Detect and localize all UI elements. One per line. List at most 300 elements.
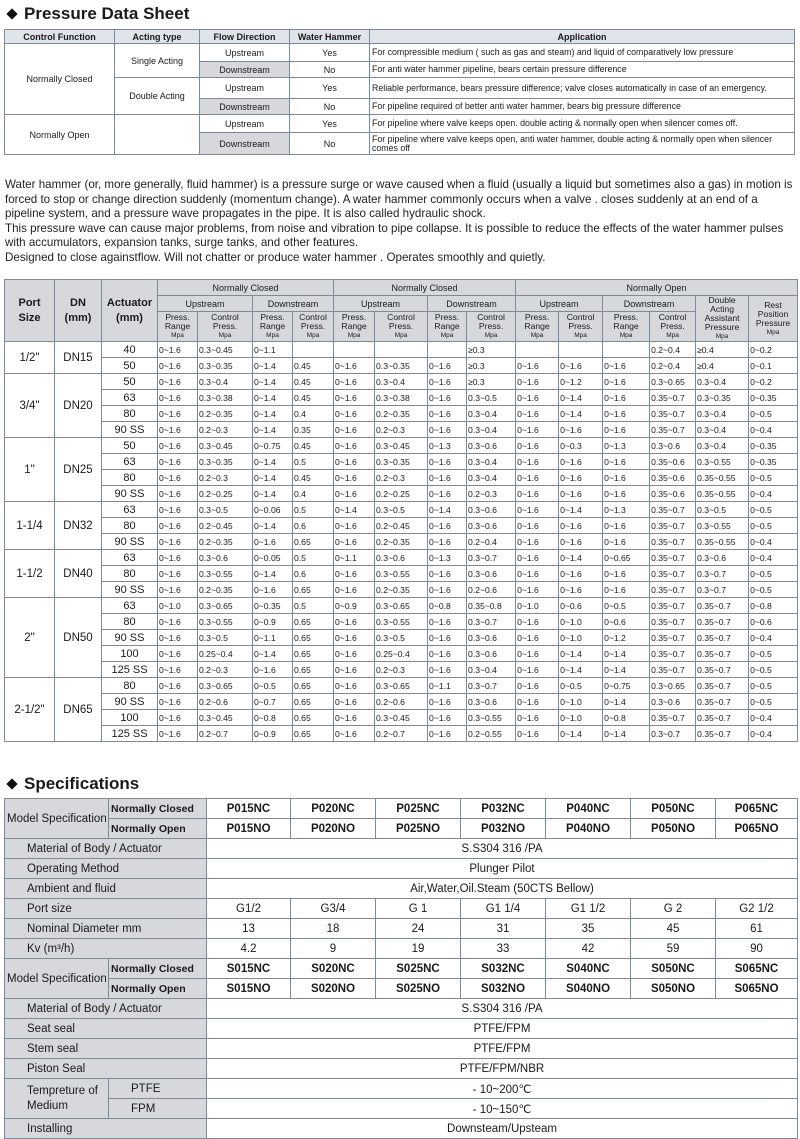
value-cell: 0~1.6 bbox=[158, 694, 198, 710]
dn-cell: DN20 bbox=[55, 374, 102, 438]
application-cell: Reliable performance, bears pressure difference; valve closes automatically in case of an emergency. bbox=[370, 78, 795, 99]
value-cell: 0.3~0.38 bbox=[375, 390, 428, 406]
value-cell: 0~1.6 bbox=[603, 358, 650, 374]
value-cell: 0~0.5 bbox=[749, 518, 798, 534]
value-cell: 0.2~0.35 bbox=[375, 534, 428, 550]
value-cell: 0~0.2 bbox=[749, 342, 798, 358]
value-cell: 0.3~0.5 bbox=[375, 630, 428, 646]
value-cell: 0.45 bbox=[293, 374, 334, 390]
value-cell: 0.3~0.4 bbox=[467, 422, 516, 438]
value-cell: 0.2~0.35 bbox=[198, 406, 253, 422]
actuator-cell: 80 bbox=[102, 518, 158, 534]
value-cell: 0.2~0.7 bbox=[198, 726, 253, 742]
group-normally-closed-1: Normally Closed bbox=[158, 280, 334, 296]
table-row bbox=[5, 470, 798, 486]
value-cell: 0~1.6 bbox=[516, 566, 559, 582]
table-row bbox=[5, 614, 798, 630]
value-cell: 0~1.6 bbox=[516, 454, 559, 470]
model-code-cell: P020NO bbox=[291, 819, 376, 839]
value-cell: 0~0.2 bbox=[749, 374, 798, 390]
value-cell: 0~0.06 bbox=[253, 502, 293, 518]
value-cell: ≥0.4 bbox=[696, 342, 749, 358]
value-cell: 0~0.8 bbox=[603, 710, 650, 726]
value-cell: 0~1.6 bbox=[334, 646, 375, 662]
value-cell: 0.35~0.6 bbox=[650, 454, 696, 470]
value-cell: 0~1.6 bbox=[559, 582, 603, 598]
value-cell: 0.6 bbox=[293, 566, 334, 582]
kv-cell: 90 bbox=[716, 939, 798, 959]
value-cell: 0~1.6 bbox=[603, 406, 650, 422]
header-control-function: Control Function bbox=[5, 30, 115, 44]
value-cell: 0~1.6 bbox=[516, 630, 559, 646]
value-cell: 0~1.6 bbox=[516, 390, 559, 406]
table-row bbox=[5, 1019, 798, 1039]
value-cell: 0.65 bbox=[293, 582, 334, 598]
value-cell: 0~1.0 bbox=[158, 598, 198, 614]
value-cell: 0.35~0.7 bbox=[696, 678, 749, 694]
water-hammer-description bbox=[5, 178, 795, 265]
value-cell: 0~0.8 bbox=[428, 598, 467, 614]
value-cell: 0.35~0.55 bbox=[696, 470, 749, 486]
paragraph: Water hammer (or, more generally, fluid hammer) is a pressure surge or wave caused when a fluid (usually a liquid but sometimes also a gas) in motion is forced to stop or change direction suddenly (momentum change). A water hammer commonly occurs when a valve . closes suddenly at an end of a pipeline system, and a pressure wave propagates in the pipe. It is also called hydraulic shock. bbox=[5, 178, 793, 220]
table-row bbox=[5, 342, 798, 358]
value-cell: 0~1.4 bbox=[428, 502, 467, 518]
application-cell: For pipeline where valve keeps open. double acting & normally open when silencer comes off. bbox=[370, 115, 795, 133]
fpm-label: FPM bbox=[109, 1099, 207, 1119]
actuator-cell: 100 bbox=[102, 646, 158, 662]
specifications-title: Specifications bbox=[6, 774, 139, 794]
value-cell: 0~0.4 bbox=[749, 726, 798, 742]
value-cell: 0~1.3 bbox=[428, 550, 467, 566]
paragraph: This pressure wave can cause major problems, from noise and vibration to pipe collapse. It is possible to reduce the effects of the water hammer pulses with accumulators, expansion tanks, surge tanks, and other features. bbox=[5, 221, 784, 249]
value-cell: 0.5 bbox=[293, 502, 334, 518]
value-cell: 0~1.6 bbox=[559, 358, 603, 374]
application-cell: For pipeline required of better anti water hammer, bears big pressure difference bbox=[370, 99, 795, 115]
table-row bbox=[5, 646, 798, 662]
value-cell: 0.3~0.65 bbox=[650, 374, 696, 390]
model-code-cell: P025NC bbox=[376, 799, 461, 819]
value-cell: 0~1.0 bbox=[559, 630, 603, 646]
value-cell bbox=[559, 342, 603, 358]
table-row bbox=[5, 999, 798, 1019]
value-cell: 0~1.6 bbox=[428, 566, 467, 582]
model-spec-label: Model Specification bbox=[5, 959, 109, 999]
value-cell: 0.2~0.4 bbox=[467, 534, 516, 550]
operating-method-label: Operating Method bbox=[5, 859, 207, 879]
value-cell: 0.35~0.7 bbox=[696, 646, 749, 662]
port-size-cell: G1 1/4 bbox=[461, 899, 546, 919]
value-cell bbox=[428, 342, 467, 358]
table-row bbox=[5, 486, 798, 502]
actuator-cell: 125 SS bbox=[102, 726, 158, 742]
value-cell: 0.3~0.5 bbox=[696, 502, 749, 518]
value-cell: 0.3~0.6 bbox=[198, 550, 253, 566]
value-cell: 0~0.4 bbox=[749, 550, 798, 566]
value-cell: 0.3~0.4 bbox=[467, 406, 516, 422]
value-cell: 0.3~0.6 bbox=[650, 694, 696, 710]
value-cell: 0~1.6 bbox=[158, 646, 198, 662]
header-application: Application bbox=[370, 30, 795, 44]
value-cell: 0.3~0.5 bbox=[198, 502, 253, 518]
nominal-diameter-cell: 61 bbox=[716, 919, 798, 939]
value-cell: 0.3~0.4 bbox=[696, 422, 749, 438]
value-cell: 0.2~0.6 bbox=[375, 694, 428, 710]
value-cell: 0~0.8 bbox=[253, 710, 293, 726]
table-row bbox=[5, 630, 798, 646]
port-size-cell: G3/4 bbox=[291, 899, 376, 919]
header-double-acting: Double Acting Assistant Pressure Mpa bbox=[696, 296, 749, 342]
table-row bbox=[5, 1039, 798, 1059]
value-cell: 0~1.6 bbox=[334, 710, 375, 726]
nominal-diameter-cell: 13 bbox=[207, 919, 291, 939]
value-cell: 0.35~0.7 bbox=[696, 726, 749, 742]
model-code-cell: P015NO bbox=[207, 819, 291, 839]
value-cell: 0.4 bbox=[293, 406, 334, 422]
value-cell: 0.3~0.4 bbox=[467, 470, 516, 486]
flow-cell: Upstream bbox=[200, 78, 290, 99]
dn-cell: DN15 bbox=[55, 342, 102, 374]
dn-cell: DN50 bbox=[55, 598, 102, 678]
value-cell: 0.3~0.55 bbox=[467, 710, 516, 726]
value-cell: 0~0.6 bbox=[603, 614, 650, 630]
value-cell: 0~1.6 bbox=[428, 534, 467, 550]
value-cell: 0~1.6 bbox=[603, 454, 650, 470]
pressure-data-sheet-table bbox=[4, 29, 795, 155]
value-cell: 0.35~0.7 bbox=[650, 502, 696, 518]
water-hammer-cell: No bbox=[290, 133, 370, 155]
actuator-cell: 125 SS bbox=[102, 662, 158, 678]
value-cell: 0~1.6 bbox=[334, 454, 375, 470]
value-cell: 0~0.5 bbox=[749, 566, 798, 582]
value-cell: 0~1.1 bbox=[253, 630, 293, 646]
actuator-cell: 80 bbox=[102, 406, 158, 422]
port-size-cell: 1/2" bbox=[5, 342, 55, 374]
sub-downstream: Downstream bbox=[603, 296, 696, 312]
model-code-cell: S040NC bbox=[546, 959, 631, 979]
value-cell: 0.2~0.35 bbox=[198, 534, 253, 550]
value-cell: 0.65 bbox=[293, 630, 334, 646]
value-cell: 0~1.6 bbox=[334, 614, 375, 630]
value-cell: 0~0.35 bbox=[749, 390, 798, 406]
model-code-cell: S050NC bbox=[631, 959, 716, 979]
value-cell: 0.3~0.65 bbox=[198, 598, 253, 614]
group-normally-open: Normally Open bbox=[516, 280, 798, 296]
model-code-cell: P065NO bbox=[716, 819, 798, 839]
header-port-size: Port Size bbox=[5, 280, 55, 342]
model-code-cell: S020NC bbox=[291, 959, 376, 979]
value-cell: 0~1.6 bbox=[516, 518, 559, 534]
group-normally-closed-2: Normally Closed bbox=[334, 280, 516, 296]
actuator-cell: 63 bbox=[102, 502, 158, 518]
model-code-cell: S025NO bbox=[376, 979, 461, 999]
value-cell: ≥0.3 bbox=[467, 342, 516, 358]
table-row bbox=[5, 819, 798, 839]
value-cell: 0~0.5 bbox=[749, 694, 798, 710]
port-size-cell: 1-1/4 bbox=[5, 502, 55, 550]
header-pressure-range: Press. Range Mpa bbox=[334, 312, 375, 342]
stem-seal-value: PTFE/FPM bbox=[207, 1039, 798, 1059]
water-hammer-cell: Yes bbox=[290, 115, 370, 133]
seat-seal-value: PTFE/FPM bbox=[207, 1019, 798, 1039]
value-cell: 0.2~0.3 bbox=[467, 486, 516, 502]
temperature-label: Tempreture of Medium bbox=[5, 1079, 109, 1119]
value-cell bbox=[293, 342, 334, 358]
actuator-cell: 63 bbox=[102, 598, 158, 614]
port-size-cell: G 2 bbox=[631, 899, 716, 919]
value-cell: 0.3~0.55 bbox=[696, 454, 749, 470]
value-cell: 0.2~0.35 bbox=[198, 582, 253, 598]
value-cell: 0.45 bbox=[293, 358, 334, 374]
table-row bbox=[5, 919, 798, 939]
actuator-cell: 50 bbox=[102, 438, 158, 454]
control-normally-open: Normally Open bbox=[5, 115, 115, 155]
table-row bbox=[5, 358, 798, 374]
sub-upstream: Upstream bbox=[516, 296, 603, 312]
value-cell: 0~1.6 bbox=[516, 726, 559, 742]
value-cell: 0~1.4 bbox=[603, 646, 650, 662]
actuator-cell: 80 bbox=[102, 566, 158, 582]
value-cell: 0~1.6 bbox=[158, 374, 198, 390]
value-cell: 0~1.2 bbox=[559, 374, 603, 390]
value-cell: 0.3~0.5 bbox=[198, 630, 253, 646]
nominal-diameter-cell: 31 bbox=[461, 919, 546, 939]
port-size-cell: G2 1/2 bbox=[716, 899, 798, 919]
value-cell: 0~1.6 bbox=[559, 486, 603, 502]
value-cell: 0~1.6 bbox=[559, 422, 603, 438]
value-cell: 0.3~0.7 bbox=[696, 566, 749, 582]
kv-cell: 33 bbox=[461, 939, 546, 959]
value-cell: 0~0.5 bbox=[749, 582, 798, 598]
value-cell: 0.2~0.3 bbox=[198, 662, 253, 678]
port-size-cell: G1/2 bbox=[207, 899, 291, 919]
value-cell: 0~1.6 bbox=[516, 678, 559, 694]
value-cell: 0.35~0.7 bbox=[650, 710, 696, 726]
value-cell: 0.2~0.45 bbox=[375, 518, 428, 534]
value-cell: 0.3~0.4 bbox=[696, 374, 749, 390]
value-cell: 0.3~0.7 bbox=[467, 550, 516, 566]
model-code-cell: S032NC bbox=[461, 959, 546, 979]
application-cell: For anti water hammer pipeline, bears certain pressure difference bbox=[370, 62, 795, 78]
pressure-data-sheet-title: Pressure Data Sheet bbox=[6, 4, 189, 24]
value-cell: 0~1.6 bbox=[158, 390, 198, 406]
value-cell: 0~1.6 bbox=[334, 438, 375, 454]
port-size-cell: 3/4" bbox=[5, 374, 55, 438]
value-cell: 0~1.4 bbox=[253, 646, 293, 662]
header-pressure-range: Press. Range Mpa bbox=[603, 312, 650, 342]
value-cell: 0.3~0.55 bbox=[375, 614, 428, 630]
diamond-bullet-icon bbox=[6, 778, 17, 789]
acting-double: Double Acting bbox=[115, 78, 200, 115]
value-cell: 0~1.6 bbox=[603, 422, 650, 438]
paragraph: Designed to close againstflow. Will not chatter or produce water hammer . Operates smoothly and quietly. bbox=[5, 250, 546, 264]
value-cell: 0~1.4 bbox=[559, 550, 603, 566]
value-cell: 0~1.6 bbox=[516, 406, 559, 422]
value-cell: 0~1.4 bbox=[253, 406, 293, 422]
value-cell: 0.35~0.7 bbox=[650, 630, 696, 646]
value-cell: 0~1.6 bbox=[334, 422, 375, 438]
table-row bbox=[5, 839, 798, 859]
value-cell: 0~1.3 bbox=[603, 438, 650, 454]
value-cell: 0~1.6 bbox=[428, 694, 467, 710]
value-cell: 0~1.6 bbox=[603, 582, 650, 598]
kv-label: Kv (m³/h) bbox=[5, 939, 207, 959]
dn-cell: DN40 bbox=[55, 550, 102, 598]
nominal-diameter-cell: 45 bbox=[631, 919, 716, 939]
value-cell: 0~0.4 bbox=[749, 630, 798, 646]
flow-cell: Downstream bbox=[200, 133, 290, 155]
actuator-cell: 50 bbox=[102, 374, 158, 390]
value-cell: 0~1.4 bbox=[559, 646, 603, 662]
value-cell: 0.3~0.4 bbox=[467, 662, 516, 678]
value-cell: 0.3~0.55 bbox=[198, 614, 253, 630]
table-row bbox=[5, 518, 798, 534]
sub-upstream: Upstream bbox=[334, 296, 428, 312]
value-cell: 0.3~0.45 bbox=[198, 342, 253, 358]
value-cell: 0.2~0.3 bbox=[198, 470, 253, 486]
value-cell: 0.3~0.7 bbox=[650, 726, 696, 742]
value-cell: 0.3~0.5 bbox=[375, 502, 428, 518]
header-control-press: Control Press. Mpa bbox=[559, 312, 603, 342]
value-cell: 0~1.6 bbox=[559, 566, 603, 582]
actuator-cell: 80 bbox=[102, 470, 158, 486]
sub-downstream: Downstream bbox=[253, 296, 334, 312]
value-cell: 0~1.6 bbox=[603, 566, 650, 582]
value-cell: 0~1.6 bbox=[158, 662, 198, 678]
value-cell bbox=[603, 342, 650, 358]
value-cell: 0~1.6 bbox=[559, 518, 603, 534]
port-size-cell: 1-1/2 bbox=[5, 550, 55, 598]
value-cell: 0~1.6 bbox=[158, 534, 198, 550]
value-cell: 0.65 bbox=[293, 694, 334, 710]
value-cell: 0~1.0 bbox=[559, 614, 603, 630]
normally-open-label: Normally Open bbox=[109, 819, 207, 839]
normally-closed-label: Normally Closed bbox=[109, 799, 207, 819]
value-cell: 0~1.6 bbox=[603, 534, 650, 550]
value-cell: 0.45 bbox=[293, 470, 334, 486]
value-cell: 0.3~0.45 bbox=[375, 438, 428, 454]
value-cell: 0~0.7 bbox=[253, 694, 293, 710]
table-row bbox=[5, 374, 798, 390]
table-row bbox=[5, 454, 798, 470]
value-cell: 0~0.5 bbox=[749, 662, 798, 678]
header-control-press: Control Press. Mpa bbox=[198, 312, 253, 342]
value-cell: 0~0.35 bbox=[253, 598, 293, 614]
value-cell: 0.35~0.55 bbox=[696, 486, 749, 502]
value-cell: 0.3~0.6 bbox=[650, 438, 696, 454]
value-cell: 0~1.6 bbox=[516, 358, 559, 374]
header-pressure-range: Press. Range Mpa bbox=[516, 312, 559, 342]
nominal-diameter-cell: 35 bbox=[546, 919, 631, 939]
value-cell: 0.3~0.35 bbox=[375, 454, 428, 470]
value-cell: 0.35~0.7 bbox=[696, 630, 749, 646]
header-control-press: Control Press. Mpa bbox=[650, 312, 696, 342]
value-cell: 0.3~0.35 bbox=[696, 390, 749, 406]
value-cell: 0~1.6 bbox=[158, 630, 198, 646]
value-cell: 0~1.6 bbox=[334, 358, 375, 374]
value-cell: 0~1.6 bbox=[158, 726, 198, 742]
value-cell: 0~1.6 bbox=[428, 582, 467, 598]
value-cell bbox=[375, 342, 428, 358]
value-cell: 0.3~0.35 bbox=[198, 358, 253, 374]
value-cell: 0~1.6 bbox=[253, 662, 293, 678]
table-row bbox=[5, 582, 798, 598]
value-cell: 0.3~0.7 bbox=[696, 582, 749, 598]
value-cell: 0~1.3 bbox=[428, 438, 467, 454]
value-cell: 0.35~0.7 bbox=[650, 534, 696, 550]
value-cell: 0~0.75 bbox=[603, 678, 650, 694]
value-cell: 0.3~0.55 bbox=[375, 566, 428, 582]
value-cell: 0~1.6 bbox=[516, 662, 559, 678]
value-cell: 0~1.4 bbox=[559, 406, 603, 422]
value-cell: 0~1.6 bbox=[603, 470, 650, 486]
value-cell: 0~1.6 bbox=[158, 486, 198, 502]
kv-cell: 9 bbox=[291, 939, 376, 959]
model-code-cell: P032NC bbox=[461, 799, 546, 819]
dn-cell: DN65 bbox=[55, 678, 102, 742]
port-size-cell: 1" bbox=[5, 438, 55, 502]
value-cell: 0~1.6 bbox=[158, 438, 198, 454]
value-cell: 0~1.6 bbox=[334, 470, 375, 486]
value-cell: 0.35~0.7 bbox=[650, 390, 696, 406]
value-cell: 0~1.6 bbox=[158, 710, 198, 726]
value-cell bbox=[334, 342, 375, 358]
port-size-label: Port size bbox=[5, 899, 207, 919]
installing-label: Installing bbox=[5, 1119, 207, 1139]
value-cell: 0.3~0.45 bbox=[198, 710, 253, 726]
value-cell: 0.3~0.6 bbox=[696, 550, 749, 566]
water-hammer-cell: Yes bbox=[290, 44, 370, 62]
value-cell: 0~1.6 bbox=[158, 470, 198, 486]
table-row bbox=[5, 422, 798, 438]
actuator-cell: 50 bbox=[102, 358, 158, 374]
value-cell: 0~0.4 bbox=[749, 486, 798, 502]
value-cell: 0~1.6 bbox=[428, 662, 467, 678]
value-cell: 0~1.6 bbox=[603, 390, 650, 406]
table-row bbox=[5, 899, 798, 919]
value-cell: 0.65 bbox=[293, 662, 334, 678]
value-cell: 0.2~0.4 bbox=[650, 358, 696, 374]
model-code-cell: P040NC bbox=[546, 799, 631, 819]
value-cell: 0.35~0.7 bbox=[696, 694, 749, 710]
value-cell: 0.3~0.6 bbox=[375, 550, 428, 566]
value-cell: 0~1.0 bbox=[559, 710, 603, 726]
value-cell: 0~0.5 bbox=[603, 598, 650, 614]
value-cell: 0.35~0.7 bbox=[696, 710, 749, 726]
nominal-diameter-cell: 18 bbox=[291, 919, 376, 939]
value-cell: 0.35~0.7 bbox=[650, 598, 696, 614]
model-code-cell: P025NO bbox=[376, 819, 461, 839]
header-pressure-range: Press. Range Mpa bbox=[253, 312, 293, 342]
value-cell: 0~1.6 bbox=[334, 374, 375, 390]
value-cell: 0~0.1 bbox=[749, 358, 798, 374]
value-cell: 0~1.6 bbox=[158, 678, 198, 694]
value-cell: 0~1.6 bbox=[334, 390, 375, 406]
value-cell: 0.65 bbox=[293, 534, 334, 550]
value-cell: 0~1.6 bbox=[158, 614, 198, 630]
value-cell: 0.3~0.6 bbox=[467, 518, 516, 534]
table-row bbox=[5, 710, 798, 726]
value-cell: 0~1.6 bbox=[158, 406, 198, 422]
port-size-cell: 2-1/2" bbox=[5, 678, 55, 742]
material-label: Material of Body / Actuator bbox=[5, 839, 207, 859]
header-dn: DN (mm) bbox=[55, 280, 102, 342]
table-row bbox=[5, 438, 798, 454]
value-cell: 0~1.6 bbox=[334, 518, 375, 534]
model-code-cell: S015NC bbox=[207, 959, 291, 979]
value-cell: 0~1.4 bbox=[603, 662, 650, 678]
value-cell: 0~1.6 bbox=[559, 534, 603, 550]
port-size-cell: G1 1/2 bbox=[546, 899, 631, 919]
